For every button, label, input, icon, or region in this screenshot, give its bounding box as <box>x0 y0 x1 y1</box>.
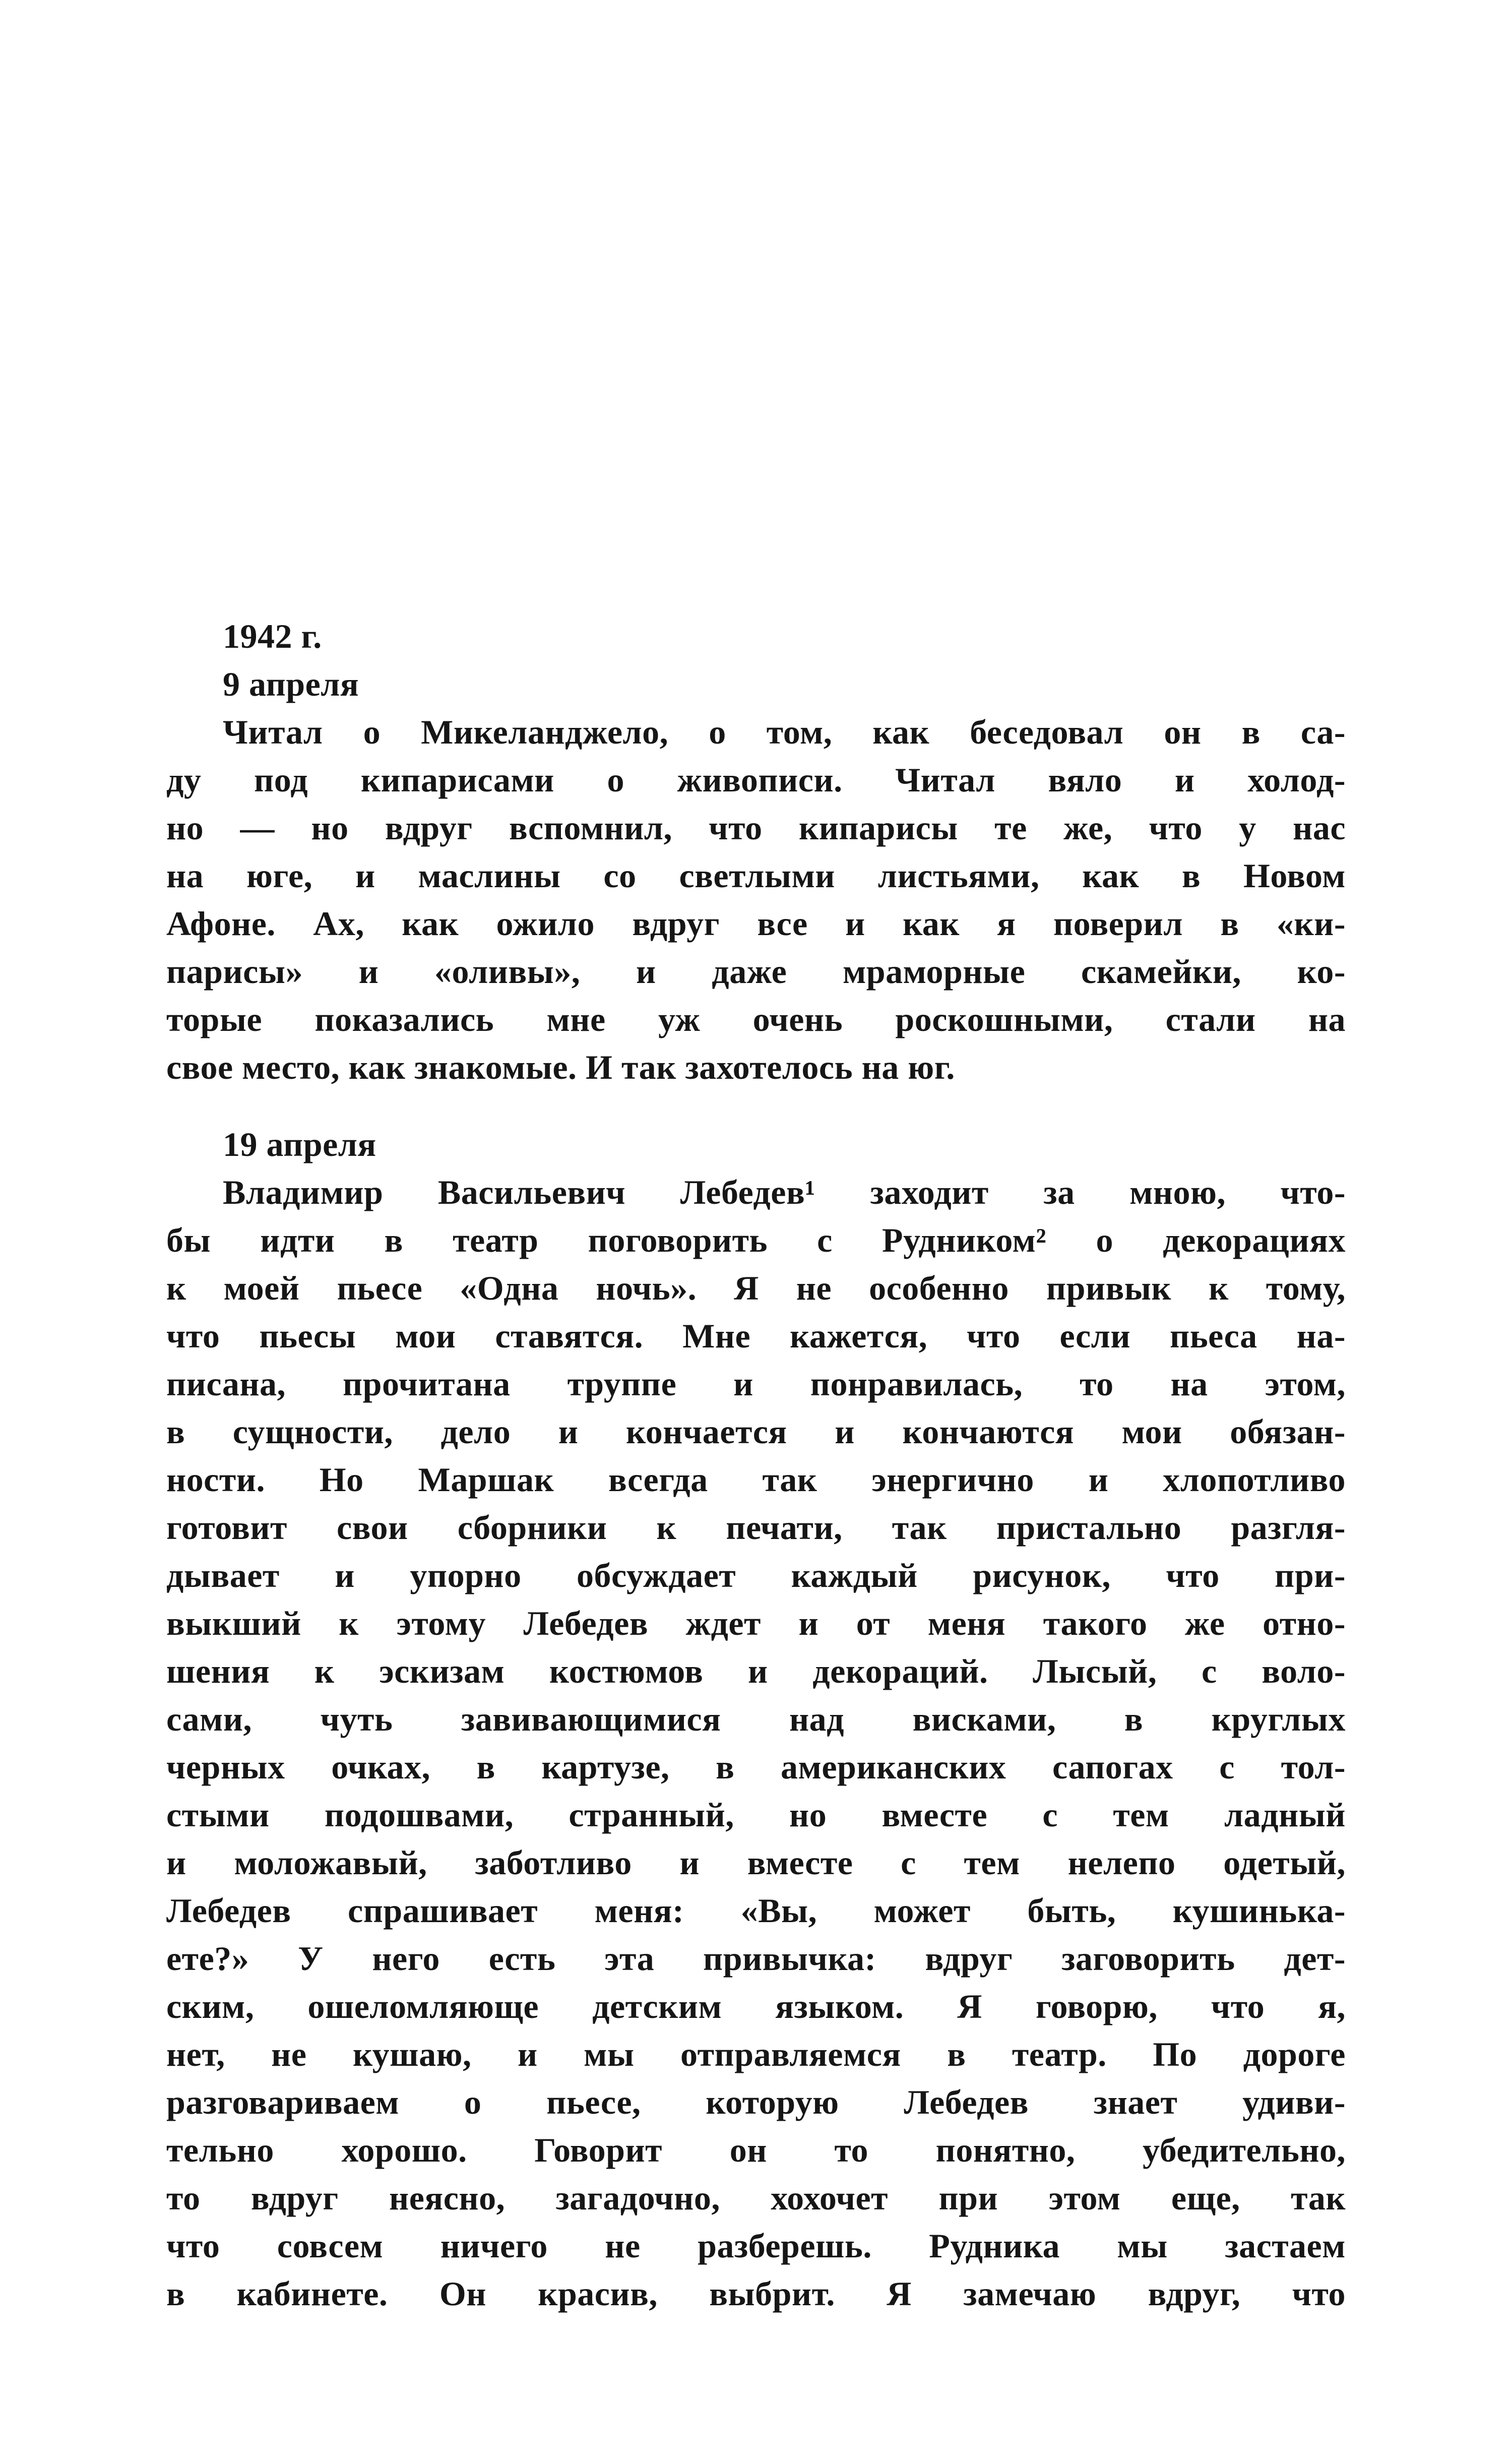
text-line: ду под кипарисами о живописи. Читал вяло и холод- <box>166 761 1346 799</box>
text-block <box>166 612 1346 2318</box>
text-line: разговариваем о пьесе, которую Лебедев знает удиви- <box>166 2083 1346 2121</box>
text-line: шения к эскизам костюмов и декораций. Лысый, с воло- <box>166 1652 1346 1690</box>
text-line: Лебедев спрашивает меня: «Вы, может быть, кушинька- <box>166 1891 1346 1930</box>
text-line: Читал о Микеланджело, о том, как беседовал он в са- <box>223 713 1346 751</box>
date-heading: 9 апреля <box>223 665 359 703</box>
text-line: писана, прочитана труппе и понравилась, то на этом, <box>166 1365 1346 1403</box>
text-line: тельно хорошо. Говорит он то понятно, убедительно, <box>166 2131 1346 2169</box>
text-line: что совсем ничего не разберешь. Рудника мы застаем <box>166 2227 1346 2265</box>
text-line: Афоне. Ах, как ожило вдруг все и как я поверил в «ки- <box>166 904 1346 943</box>
text-line: Владимир Васильевич Лебедев¹ заходит за мною, что- <box>223 1173 1346 1211</box>
text-line: ским, ошеломляюще детским языком. Я говорю, что я, <box>166 1987 1346 2025</box>
text-line: нет, не кушаю, и мы отправляемся в театр. По дороге <box>166 2035 1346 2073</box>
text-line: в кабинете. Он красив, выбрит. Я замечаю вдруг, что <box>166 2274 1346 2313</box>
text-line: на юге, и маслины со светлыми листьями, как в Новом <box>166 856 1346 895</box>
text-line: к моей пьесе «Одна ночь». Я не особенно привык к тому, <box>166 1269 1346 1307</box>
text-line: парисы» и «оливы», и даже мраморные скамейки, ко- <box>166 952 1346 991</box>
text-line: но — но вдруг вспомнил, что кипарисы те же, что у нас <box>166 809 1346 847</box>
text-line: ности. Но Маршак всегда так энергично и хлопотливо <box>166 1460 1346 1499</box>
text-line: бы идти в театр поговорить с Рудником² о декорациях <box>166 1221 1346 1259</box>
date-heading: 19 апреля <box>223 1125 376 1163</box>
text-line: дывает и упорно обсуждает каждый рисунок, что при- <box>166 1556 1346 1594</box>
text-line: в сущности, дело и кончается и кончаются мои обязан- <box>166 1412 1346 1451</box>
text-line: ете?» У него есть эта привычка: вдруг заговорить дет- <box>166 1939 1346 1978</box>
text-line: торые показались мне уж очень роскошными, стали на <box>166 1000 1346 1038</box>
text-line: выкший к этому Лебедев ждет и от меня такого же отно- <box>166 1604 1346 1642</box>
text-line: стыми подошвами, странный, но вместе с тем ладный <box>166 1796 1346 1834</box>
text-line: то вдруг неясно, загадочно, хохочет при этом еще, так <box>166 2179 1346 2217</box>
text-line: свое место, как знакомые. И так захотелось на юг. <box>166 1048 955 1086</box>
text-line: что пьесы мои ставятся. Мне кажется, что если пьеса на- <box>166 1317 1346 1355</box>
text-line: готовит свои сборники к печати, так пристально разгля- <box>166 1508 1346 1547</box>
text-line: и моложавый, заботливо и вместе с тем нелепо одетый, <box>166 1843 1346 1882</box>
paragraph-spacer <box>166 1091 1346 1121</box>
text-line: черных очках, в картузе, в американских сапогах с тол- <box>166 1748 1346 1786</box>
text-line: сами, чуть завивающимися над висками, в круглых <box>166 1700 1346 1738</box>
date-heading: 1942 г. <box>223 617 322 655</box>
